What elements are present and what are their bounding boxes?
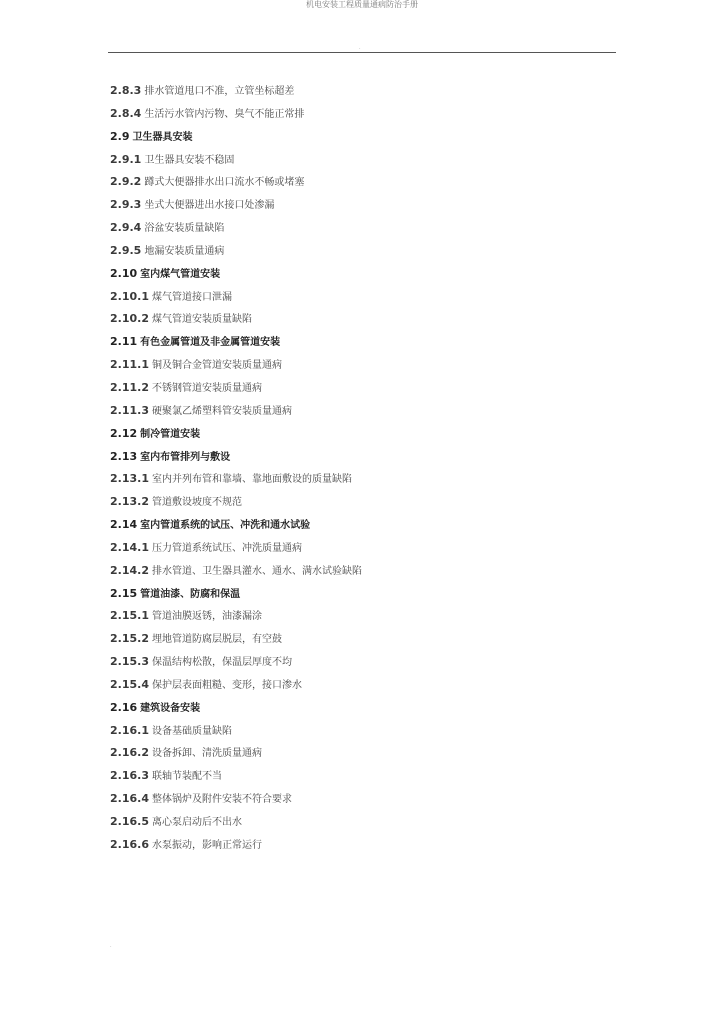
toc-number: 2.16.6 (110, 837, 149, 851)
toc-section-heading (110, 583, 610, 606)
toc-number: 2.12 (110, 426, 138, 440)
toc-subsection-item (110, 491, 610, 514)
toc-title: 管道油漆、防腐和保温 (140, 588, 241, 600)
toc-title: 管道油膜返锈，油漆漏涂 (151, 611, 262, 623)
toc-title: 排水管道甩口不准，立管坐标超差 (144, 86, 295, 97)
toc-title: 蹲式大便器排水出口流水不畅或堵塞 (144, 177, 305, 189)
toc-subsection-item (110, 537, 610, 560)
toc-title: 浴盆安装质量缺陷 (144, 223, 225, 235)
running-header: 机电安装工程质量通病防治手册 (306, 0, 418, 9)
toc-number: 2.16.4 (110, 792, 149, 806)
toc-subsection-item (110, 811, 610, 834)
toc-title: 煤气管道安装质量缺陷 (151, 314, 252, 326)
table-of-contents (110, 80, 610, 857)
toc-title: 室内煤气管道安装 (140, 268, 221, 280)
toc-subsection-item (110, 171, 610, 194)
toc-subsection-item (110, 834, 610, 857)
header-divider (108, 52, 616, 53)
toc-title: 室内管道系统的试压、冲洗和通水试验 (140, 520, 311, 532)
toc-subsection-item (110, 720, 610, 743)
toc-title: 水泵振动，影响正常运行 (151, 839, 262, 851)
toc-subsection-item (110, 674, 610, 697)
toc-number: 2.15.3 (110, 655, 149, 669)
toc-title: 压力管道系统试压、冲洗质量通病 (151, 542, 302, 554)
toc-number: 2.9.2 (110, 175, 142, 189)
toc-title: 埋地管道防腐层脱层，有空鼓 (151, 634, 282, 646)
toc-title: 有色金属管道及非金属管道安装 (140, 337, 281, 349)
toc-subsection-item (110, 80, 610, 103)
toc-number: 2.15.1 (110, 609, 149, 623)
toc-title: 联轴节装配不当 (151, 771, 222, 783)
toc-section-heading (110, 126, 610, 149)
toc-number: 2.13.1 (110, 472, 149, 486)
toc-number: 2.9.3 (110, 198, 142, 212)
toc-title: 卫生器具安装不稳固 (144, 154, 235, 166)
toc-subsection-item (110, 103, 610, 126)
toc-number: 2.16 (110, 700, 138, 714)
toc-number: 2.9.1 (110, 152, 142, 166)
toc-number: 2.10 (110, 266, 138, 280)
toc-title: 坐式大便器进出水接口处渗漏 (144, 200, 275, 212)
toc-number: 2.10.1 (110, 289, 149, 303)
toc-title: 管道敷设坡度不规范 (151, 497, 242, 509)
toc-subsection-item (110, 651, 610, 674)
toc-subsection-item (110, 765, 610, 788)
toc-title: 生活污水管内污物、臭气不能正常排 (144, 108, 305, 120)
toc-title: 离心泵启动后不出水 (151, 817, 242, 828)
toc-number: 2.8.3 (110, 84, 142, 97)
toc-title: 设备基础质量缺陷 (151, 725, 232, 737)
toc-title: 整体锅炉及附件安装不符合要求 (151, 794, 292, 806)
toc-subsection-item (110, 286, 610, 309)
toc-number: 2.14.1 (110, 540, 149, 554)
toc-title: 排水管道、卫生器具灌水、通水、满水试验缺陷 (151, 565, 362, 577)
toc-number: 2.14.2 (110, 563, 149, 577)
toc-number: 2.13 (110, 449, 138, 463)
toc-number: 2.10.2 (110, 312, 149, 326)
toc-subsection-item (110, 377, 610, 400)
toc-number: 2.15 (110, 586, 138, 600)
toc-subsection-item (110, 628, 610, 651)
toc-section-heading (110, 446, 610, 469)
toc-subsection-item (110, 194, 610, 217)
toc-number: 2.11.2 (110, 380, 149, 394)
toc-subsection-item (110, 468, 610, 491)
toc-title: 卫生器具安装 (132, 131, 193, 143)
toc-title: 保护层表面粗糙、变形，接口渗水 (151, 679, 302, 691)
toc-number: 2.9.4 (110, 221, 142, 235)
toc-subsection-item (110, 240, 610, 263)
toc-number: 2.16.1 (110, 723, 149, 737)
toc-number: 2.11.1 (110, 358, 149, 372)
toc-subsection-item (110, 605, 610, 628)
toc-title: 制冷管道安装 (140, 428, 201, 440)
toc-number: 2.8.4 (110, 106, 142, 120)
toc-number: 2.16.3 (110, 769, 149, 783)
toc-subsection-item (110, 308, 610, 331)
header-rule-mark: · (359, 46, 361, 52)
toc-subsection-item (110, 149, 610, 172)
toc-subsection-item (110, 354, 610, 377)
footer-mark: · (110, 944, 112, 950)
toc-number: 2.15.4 (110, 677, 149, 691)
toc-number: 2.16.2 (110, 746, 149, 760)
toc-title: 建筑设备安装 (140, 702, 201, 714)
toc-number: 2.11 (110, 335, 138, 349)
toc-section-heading (110, 263, 610, 286)
toc-subsection-item (110, 560, 610, 583)
toc-number: 2.16.5 (110, 815, 149, 828)
toc-number: 2.9 (110, 129, 130, 143)
toc-number: 2.13.2 (110, 495, 149, 509)
toc-number: 2.15.2 (110, 632, 149, 646)
toc-title: 保温结构松散，保温层厚度不均 (151, 657, 292, 669)
toc-title: 室内并列布管和靠墙、靠地面敷设的质量缺陷 (151, 474, 352, 486)
toc-title: 设备拆卸、清洗质量通病 (151, 748, 262, 760)
toc-title: 煤气管道接口泄漏 (151, 291, 232, 303)
toc-title: 室内布管排列与敷设 (140, 451, 231, 463)
toc-subsection-item (110, 742, 610, 765)
toc-title: 地漏安装质量通病 (144, 245, 225, 257)
toc-section-heading (110, 514, 610, 537)
toc-title: 硬聚氯乙烯塑料管安装质量通病 (151, 405, 292, 417)
toc-subsection-item (110, 400, 610, 423)
toc-subsection-item (110, 217, 610, 240)
toc-number: 2.14 (110, 518, 138, 532)
toc-section-heading (110, 697, 610, 720)
toc-title: 铜及铜合金管道安装质量通病 (151, 360, 282, 372)
toc-title: 不锈钢管道安装质量通病 (151, 382, 262, 394)
toc-number: 2.9.5 (110, 243, 142, 257)
toc-number: 2.11.3 (110, 403, 149, 417)
toc-subsection-item (110, 788, 610, 811)
toc-section-heading (110, 331, 610, 354)
toc-section-heading (110, 423, 610, 446)
